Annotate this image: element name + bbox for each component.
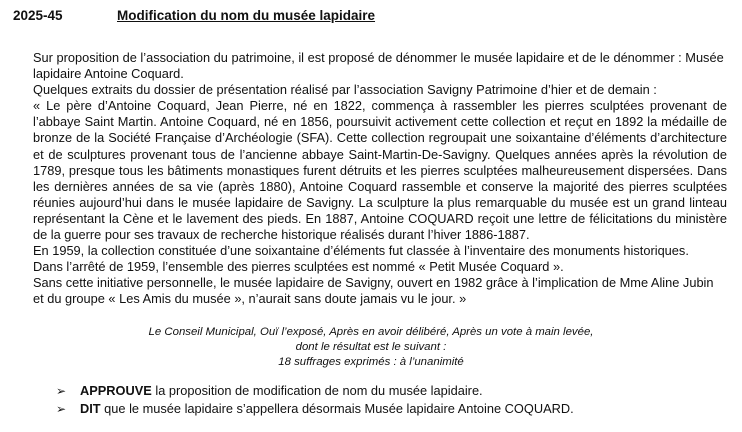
decree-1959: Dans l’arrêté de 1959, l’ensemble des pierres sculptées est nommé « Petit Musée Coquard ». (33, 259, 564, 275)
decision-list (56, 382, 574, 418)
decision-text: la proposition de modification de nom du musée lapidaire. (151, 383, 483, 398)
deliberation-header (13, 8, 375, 23)
vote-result: 18 suffrages exprimés : à l’unanimité (278, 356, 464, 368)
conclusion-paragraph: Sans cette initiative personnelle, le musée lapidaire de Savigny, ouvert en 1982 grâce à l’implication de Mme Aline Jubin et du groupe « Les Amis du musée », n’aurait sans doute jamais vu le jour. » (33, 275, 714, 307)
intro-paragraph: Sur proposition de l’association du patrimoine, il est proposé de dénommer le musée lapidaire et de le dénommer : Musée lapidaire Antoine Coquard. (33, 50, 724, 82)
quote-paragraph: « Le père d’Antoine Coquard, Jean Pierre, né en 1822, commença à rassembler les pierres sculptées provenant de l’abbaye Saint Martin. Antoine Coquard, né en 1856, poursuivit activement cette collection et reçut en 1892 la médaille de bronze de la Société Française d’Archéologie (SFA). Cette collection regroupait une soixantaine d’éléments d’architecture et de sculptures provenant tous de l’ancienne abbaye Saint-Martin-De-Savigny. Quelques années après la révolution de 1789, presque tous les bâtiments monastiques furent détruits et les pierres sculptées malheureusement dispersées. Dans les dernières années de sa vie (après 1880), Antoine Coquard rassemble et conserve la majorité des pierres sculptées réunies aujourd’hui dans le musée lapidaire de Savigny. La sculpture la plus remarquable du musée est un grand linteau représentant la Cène et le lavement des pieds. En 1887, Antoine COQUARD reçoit une lettre de félicitations du ministère de la guerre pour ses travaux de recherche historique réalisés durant l’hiver 1886-1887. (33, 98, 727, 243)
deliberation-number: 2025-45 (13, 8, 63, 23)
deliberation-body (33, 50, 727, 308)
decision-verb: APPROUVE (80, 383, 152, 398)
arrow-bullet-icon: ➢ (56, 402, 67, 416)
classification-1959: En 1959, la collection constituée d’une soixantaine d’éléments fut classée à l’inventaire des monuments historiques. (33, 243, 689, 259)
decision-text: que le musée lapidaire s’appellera désormais Musée lapidaire Antoine COQUARD. (100, 401, 574, 416)
arrow-bullet-icon: ➢ (56, 384, 67, 398)
decision-verb: DIT (80, 401, 101, 416)
council-deliberation (0, 325, 742, 370)
deliberation-line-2: dont le résultat est le suivant : (295, 341, 447, 353)
extract-intro: Quelques extraits du dossier de présentation réalisé par l’association Savigny Patrimoine d’hier et de demain : (33, 82, 657, 98)
deliberation-line-1: Le Conseil Municipal, Ouï l’exposé, Après en avoir délibéré, Après un vote à main levée, (148, 326, 594, 338)
decision-approve (56, 382, 574, 400)
deliberation-title: Modification du nom du musée lapidaire (117, 8, 376, 23)
decision-dit (56, 400, 574, 418)
